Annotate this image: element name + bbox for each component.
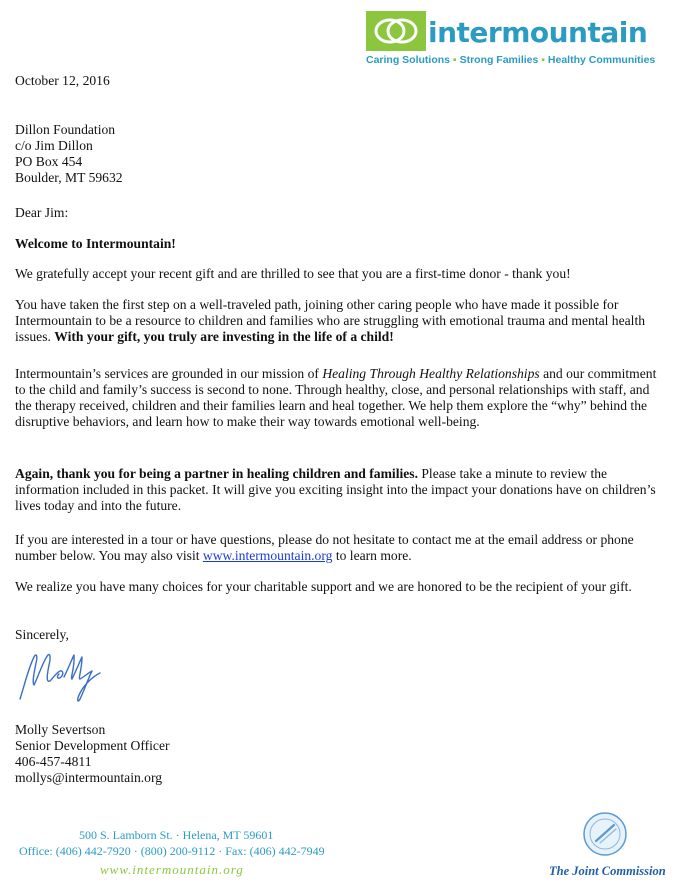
address-line: PO Box 454 [15,154,83,169]
intermountain-logo-mark-icon [366,11,426,51]
footer-phones: Office: (406) 442-7920 · (800) 200-9112 · Fax: (406) 442-7949 [19,844,325,858]
closing: Sincerely, [15,627,69,642]
paragraph-text: If you are interested in a tour or have questions, please do not hesitate to contact me at the email address or phone number below. You may also visit [15,532,634,563]
handwritten-signature-icon [14,647,104,707]
letter-date: October 12, 2016 [15,73,110,88]
welcome-heading: Welcome to Intermountain! [15,236,176,251]
signer-name: Molly Severtson [15,722,106,737]
paragraph-thanks: We gratefully accept your recent gift and are thrilled to see that you are a first-time donor - thank you! [15,266,571,281]
letterhead-footer [0,826,680,889]
paragraph-mission [15,366,665,430]
paragraph-gratitude: We realize you have many choices for your charitable support and we are honored to be the recipient of your gift. [15,579,632,594]
tagline-item: Healthy Communities [547,54,656,66]
footer-website[interactable]: www.intermountain.org [100,862,244,877]
tagline-item: Strong Families [459,54,539,66]
joint-commission-seal-icon [582,811,628,857]
signer-email: mollys@intermountain.org [15,770,163,785]
paragraph-text: You have taken the first step on a well-traveled path, joining other caring people who have made it possible for Intermountain to be a resource to children and families who are struggling with emotional trauma and mental health issues. [15,297,646,344]
paragraph-text: to learn more. [332,548,412,563]
brand-tagline: Caring Solutions ▪ Strong Families ▪ Healthy Communities [366,54,656,66]
paragraph-text: Intermountain’s services are grounded in our mission of [15,366,323,381]
signer-phone: 406-457-4811 [15,754,92,769]
address-line: Boulder, MT 59632 [15,170,123,185]
paragraph-emphasis: Again, thank you for being a partner in healing children and families. [15,466,418,481]
recipient-address [15,122,123,186]
paragraph-emphasis: With your gift, you truly are investing in the life of a child! [54,329,394,344]
brand-name: intermountain [428,16,648,49]
signer-title: Senior Development Officer [15,738,170,753]
paragraph-first-step [15,297,665,345]
paragraph-partner [15,466,665,514]
paragraph-contact [15,532,665,564]
accreditation-label: The Joint Commission [549,864,666,878]
paragraph-text: Please take a minute to review the information included in this packet. It will give you exciting insight into the impact your donations have on children’s lives today and into the future. [15,466,656,513]
address-line: Dillon Foundation [15,122,116,137]
website-link[interactable]: www.intermountain.org [202,548,333,563]
tagline-item: Caring Solutions [366,54,450,66]
footer-address: 500 S. Lamborn St. · Helena, MT 59601 [79,828,274,842]
paragraph-text: and our commitment to the child and family’s success is second to none. Through healthy, close, and personal relationships with staff, and the therapy received, children and their families learn and heal together. We help them explore the “why” behind the disruptive behaviors, and learn how to make their way towards emotional well-being. [15,366,657,429]
address-line: c/o Jim Dillon [15,138,93,153]
salutation: Dear Jim: [15,205,69,220]
signer-block [15,722,170,786]
mission-name: Healing Through Healthy Relationships [322,366,540,381]
letterhead-logo [366,11,666,71]
